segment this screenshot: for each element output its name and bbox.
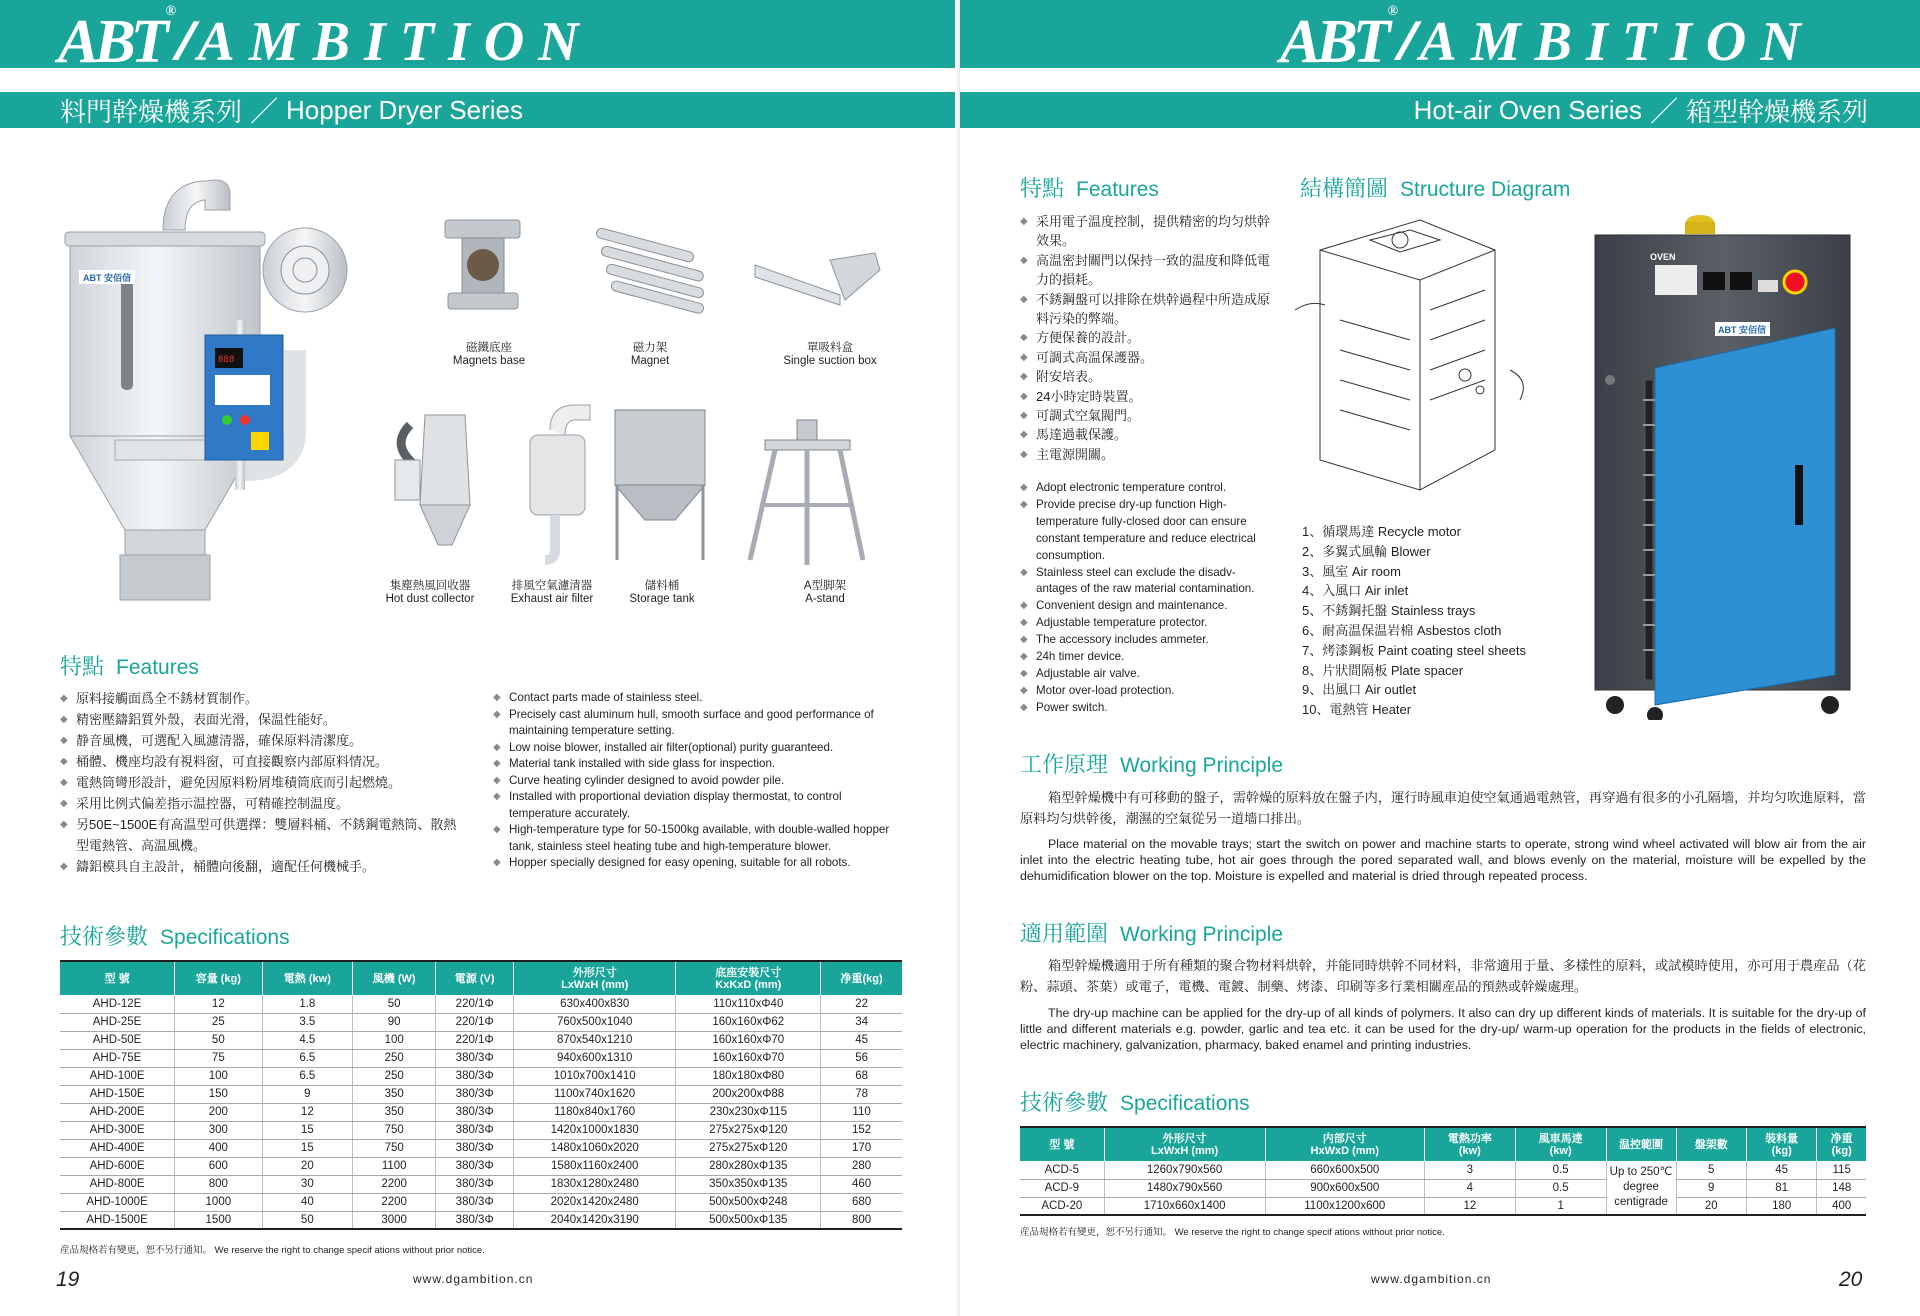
table-cell: AHD-75E	[60, 1049, 175, 1067]
feature-item: ◆ Material tank installed with side glass for inspection.	[493, 756, 903, 773]
table-cell: 160x160xΦ62	[676, 1013, 821, 1031]
column-header: 電源 (V)	[436, 961, 514, 995]
table-row	[1020, 1161, 1866, 1179]
table-cell: 350	[353, 1103, 436, 1121]
table-cell: 0.5	[1515, 1161, 1606, 1179]
feature-item: ◆ 24h timer device.	[1020, 649, 1275, 666]
table-cell: 100	[353, 1031, 436, 1049]
features-heading: 特點 Features	[1020, 176, 1159, 201]
table-cell: 1100x1200x600	[1265, 1197, 1424, 1215]
features-zh-list	[1020, 212, 1280, 464]
column-header: 裝料量 (kg)	[1746, 1127, 1816, 1161]
table-cell: 680	[821, 1193, 902, 1211]
table-cell: 400	[1817, 1197, 1866, 1215]
legend-item: 1、循環馬達 Recycle motor	[1302, 524, 1461, 539]
table-cell: AHD-1500E	[60, 1211, 175, 1229]
table-row	[60, 1067, 902, 1085]
feature-item: ◆ 原料接觸面爲全不銹材質制作。	[60, 688, 460, 709]
table-cell: 1480x1060x2020	[514, 1139, 676, 1157]
exhaust-air-filter-image	[520, 400, 610, 570]
hot-dust-collector-image	[380, 405, 490, 575]
caption-single-suction-box: 單吸料盒 Single suction box	[783, 342, 877, 367]
table-cell: AHD-100E	[60, 1067, 175, 1085]
feature-item: ◆ 電熱筒彎形設計，避免因原料粉屑堆積筒底而引起燃燒。	[60, 772, 460, 793]
table-cell: 81	[1746, 1179, 1816, 1197]
feature-item: ◆ Convenient design and maintenance.	[1020, 598, 1275, 615]
table-cell: 50	[175, 1031, 262, 1049]
spec-note: 産品規格若有變更，恕不另行通知。 We reserve the right to change specif ations without prior notice.	[1020, 1227, 1445, 1238]
table-row	[1020, 1197, 1866, 1215]
feature-item: ◆ Adopt electronic temperature control.	[1020, 480, 1275, 497]
column-header: 型 號	[1020, 1127, 1104, 1161]
feature-item: ◆ 馬達過載保護。	[1020, 425, 1280, 444]
table-row	[60, 1157, 902, 1175]
table-cell: 12	[1424, 1197, 1515, 1215]
table-cell: 350	[353, 1085, 436, 1103]
table-cell: AHD-25E	[60, 1013, 175, 1031]
table-cell: 15	[262, 1139, 353, 1157]
table-cell: 50	[262, 1211, 353, 1229]
table-cell: 160x160xΦ70	[676, 1031, 821, 1049]
table-cell: 90	[353, 1013, 436, 1031]
table-cell: 380/3Φ	[436, 1193, 514, 1211]
table-row	[60, 1175, 902, 1193]
working-principle-en: Place material on the movable trays; start the switch on power and machine starts to operate, strong wind wheel activated will blow air from the air inlet into the electric heating tube, hot air goes through the pored separated wall, and blows evenly on the material, moisture will be expelled by the dehumidification blower on the top. Moisture is expelled and material is dried through repeated process.	[1020, 837, 1866, 883]
table-cell: 170	[821, 1139, 902, 1157]
features-heading: 特點 Features	[60, 654, 199, 679]
legend-item: 9、出風口 Air outlet	[1302, 682, 1417, 698]
table-cell: 380/3Φ	[436, 1067, 514, 1085]
table-cell: 750	[353, 1121, 436, 1139]
table-cell: 380/3Φ	[436, 1211, 514, 1229]
legend-item: 7、烤漆鋼板 Paint coating steel sheets	[1302, 642, 1526, 658]
table-cell: 6.5	[262, 1049, 353, 1067]
table-cell: 2040x1420x3190	[514, 1211, 676, 1229]
column-header: 净重 (kg)	[1817, 1127, 1866, 1161]
table-cell: 78	[821, 1085, 902, 1103]
table-row	[60, 1085, 902, 1103]
column-header: 底座安裝尺寸 KxKxD (mm)	[676, 961, 821, 995]
table-cell: 1710x660x1400	[1104, 1197, 1265, 1215]
table-cell: 180x180xΦ80	[676, 1067, 821, 1085]
table-row	[60, 1139, 902, 1157]
table-cell: 1	[1515, 1197, 1606, 1215]
caption-hot-dust-collector: 集塵熱風回收器 Hot dust collector	[385, 580, 475, 605]
oven-badge: ABT 安佰信	[1718, 325, 1766, 335]
single-suction-box-image	[750, 245, 890, 315]
table-cell: 0.5	[1515, 1179, 1606, 1197]
feature-item: ◆ 采用電子温度控制，提供精密的均匀烘幹效果。	[1020, 212, 1280, 251]
table-cell: 380/3Φ	[436, 1157, 514, 1175]
table-cell: 220/1Φ	[436, 1013, 514, 1031]
feature-item: ◆ 24小時定時裝置。	[1020, 387, 1280, 406]
table-cell: AHD-600E	[60, 1157, 175, 1175]
table-header-row	[1020, 1127, 1866, 1161]
table-cell: 152	[821, 1121, 902, 1139]
table-cell: 15	[262, 1121, 353, 1139]
feature-item: ◆ 采用比例式偏差指示温控器，可精確控制温度。	[60, 793, 460, 814]
table-row	[60, 1193, 902, 1211]
column-header: 風機 (W)	[353, 961, 436, 995]
a-stand-image	[745, 415, 865, 575]
table-cell: 1180x840x1760	[514, 1103, 676, 1121]
table-cell: 9	[262, 1085, 353, 1103]
table-cell: 2200	[353, 1193, 436, 1211]
legend-item: 4、入風口 Air inlet	[1302, 583, 1409, 599]
feature-item: ◆ Curve heating cylinder designed to avoid powder pile.	[493, 773, 903, 790]
feature-item: ◆ Stainless steel can exclude the disadv-antages of the raw material contamination.	[1020, 565, 1275, 599]
table-cell: 1100x740x1620	[514, 1085, 676, 1103]
feature-item: ◆ Contact parts made of stainless steel.	[493, 690, 903, 707]
table-cell: 1260x790x560	[1104, 1161, 1265, 1179]
legend-item: 8、片狀間隔板 Plate spacer	[1302, 662, 1464, 678]
table-cell: 630x400x830	[514, 995, 676, 1013]
table-header-row	[60, 961, 902, 995]
table-cell: 50	[353, 995, 436, 1013]
table-cell: 380/3Φ	[436, 1085, 514, 1103]
table-cell: 1010x700x1410	[514, 1067, 676, 1085]
feature-item: ◆ 可調式空氣閥門。	[1020, 406, 1280, 425]
table-cell: 20	[1676, 1197, 1746, 1215]
table-cell: 2200	[353, 1175, 436, 1193]
table-cell: 12	[175, 995, 262, 1013]
table-cell: 1830x1280x2480	[514, 1175, 676, 1193]
application-zh: 箱型幹燥機適用于所有種類的聚合物材料烘幹，并能同時烘幹不同材料，非常適用于量、多樣性的原料，或試模時使用，亦可用于農産品（花粉、蒜頭、茶葉）或電子，電機、電鍍、制藥、烤漆、印刷等多行業相關産品的預熱或幹燥處理。	[1020, 958, 1866, 994]
table-cell: 400	[175, 1139, 262, 1157]
feature-item: ◆ 主電源開關。	[1020, 445, 1280, 464]
table-row	[60, 1211, 902, 1229]
table-cell: 380/3Φ	[436, 1121, 514, 1139]
table-cell: 1420x1000x1830	[514, 1121, 676, 1139]
feature-item: ◆ 静音風機，可選配入風濾清器，確保原料清潔度。	[60, 730, 460, 751]
column-header: 外形尺寸 LxWxH (mm)	[514, 961, 676, 995]
legend-item: 6、耐高温保温岩棉 Asbestos cloth	[1302, 622, 1502, 638]
features-en-list	[1020, 480, 1275, 717]
abt-logo: ABT ®	[1280, 4, 1394, 76]
table-cell: 800	[821, 1211, 902, 1229]
table-cell: 1100	[353, 1157, 436, 1175]
legend-item: 2、多翼式風輪 Blower	[1302, 543, 1431, 559]
table-cell: 2020x1420x2480	[514, 1193, 676, 1211]
table-cell: 870x540x1210	[514, 1031, 676, 1049]
structure-diagram	[1280, 210, 1525, 500]
features-en-list	[493, 690, 903, 872]
table-cell: 68	[821, 1067, 902, 1085]
column-header: 温控範圍	[1606, 1127, 1676, 1161]
table-cell: 280x280xΦ135	[676, 1157, 821, 1175]
svg-text:888: 888	[218, 355, 235, 365]
column-header: 内部尺寸 HxWxD (mm)	[1265, 1127, 1424, 1161]
legend-item: 3、風室 Air room	[1302, 563, 1401, 579]
feature-item: ◆ Low noise blower, installed air filter(optional) purity guaranteed.	[493, 740, 903, 757]
features-zh-list	[60, 688, 460, 877]
table-cell: ACD-20	[1020, 1197, 1104, 1215]
table-cell: 1000	[175, 1193, 262, 1211]
machine-badge: ABT 安佰信	[83, 273, 131, 283]
hopper-spec-table	[60, 960, 902, 1230]
application-heading: 適用範圍 Working Principle	[1020, 921, 1284, 946]
table-cell: 230x230xΦ115	[676, 1103, 821, 1121]
series-strip: Hot-air Oven Series ／ 箱型幹燥機系列	[960, 92, 1920, 128]
table-cell: AHD-150E	[60, 1085, 175, 1103]
table-cell: 45	[1746, 1161, 1816, 1179]
table-cell: 300	[175, 1121, 262, 1139]
table-cell: 380/3Φ	[436, 1175, 514, 1193]
column-header: 電熱 (kw)	[262, 961, 353, 995]
table-cell: ACD-9	[1020, 1179, 1104, 1197]
feature-item: ◆ Precisely cast aluminum hull, smooth surface and good performance of maintaining temperature setting.	[493, 707, 903, 740]
table-cell: 1480x790x560	[1104, 1179, 1265, 1197]
feature-item: ◆ Adjustable temperature protector.	[1020, 615, 1275, 632]
feature-item: ◆ 另50E~1500E有高温型可供選擇：雙層料桶、不銹鋼電熱筒、散熱型電熱管、高温風機。	[60, 814, 460, 856]
table-cell: 115	[1817, 1161, 1866, 1179]
temp-range-cell: Up to 250℃ degree centigrade	[1606, 1161, 1676, 1215]
column-header: 風車馬達 (kw)	[1515, 1127, 1606, 1161]
table-row	[60, 1031, 902, 1049]
table-cell: 750	[353, 1139, 436, 1157]
feature-item: ◆ Adjustable air valve.	[1020, 666, 1275, 683]
feature-item: ◆ Power switch.	[1020, 700, 1275, 717]
structure-legend	[1302, 522, 1526, 720]
table-cell: 900x600x500	[1265, 1179, 1424, 1197]
table-cell: 4.5	[262, 1031, 353, 1049]
table-cell: 280	[821, 1157, 902, 1175]
table-cell: 3	[1424, 1161, 1515, 1179]
table-row	[60, 1013, 902, 1031]
table-cell: 380/3Φ	[436, 1103, 514, 1121]
spec-heading: 技術參數 Specifications	[60, 924, 290, 949]
feature-item: ◆ The accessory includes ammeter.	[1020, 632, 1275, 649]
table-cell: 275x275xΦ120	[676, 1121, 821, 1139]
table-cell: 3000	[353, 1211, 436, 1229]
table-cell: 200	[175, 1103, 262, 1121]
table-row	[1020, 1179, 1866, 1197]
right-page	[960, 0, 1920, 1316]
hopper-dryer-image	[55, 170, 355, 610]
table-cell: 250	[353, 1049, 436, 1067]
feature-item: ◆ 可調式高温保護器。	[1020, 348, 1280, 367]
oven-spec-table	[1020, 1126, 1866, 1216]
table-cell: 100	[175, 1067, 262, 1085]
table-cell: AHD-300E	[60, 1121, 175, 1139]
table-cell: 6.5	[262, 1067, 353, 1085]
website-url: www.dgambition.cn	[1371, 1272, 1492, 1286]
table-cell: 160x160xΦ70	[676, 1049, 821, 1067]
application-en: The dry-up machine can be applied for the dry-up of all kinds of polymers. It also can dry up different kinds of materials. It is suitable for the dry-up of little and different materials e.g. powder, garlic and tea etc. it can be used for the dry-up/ warm-up operation for the products in the fields of electronic, electric machinery, galvanization, pharmacy, baked enamel and printing industries.	[1020, 1006, 1866, 1052]
feature-item: ◆ 不銹鋼盤可以排除在烘幹過程中所造成原料污染的弊端。	[1020, 290, 1280, 329]
caption-storage-tank: 儲料桶 Storage tank	[629, 580, 695, 605]
table-cell: 3.5	[262, 1013, 353, 1031]
table-cell: 220/1Φ	[436, 1031, 514, 1049]
feature-item: ◆ 方便保養的設計。	[1020, 328, 1280, 347]
table-cell: 940x600x1310	[514, 1049, 676, 1067]
feature-item: ◆ 高温密封關門以保持一致的温度和降低電力的損耗。	[1020, 251, 1280, 290]
table-cell: 45	[821, 1031, 902, 1049]
caption-magnet: 磁力架 Magnet	[630, 342, 670, 367]
column-header: 外形尺寸 LxWxH (mm)	[1104, 1127, 1265, 1161]
column-header: 净重(kg)	[821, 961, 902, 995]
spec-note: 産品規格若有變更，恕不另行通知。 We reserve the right to change specif ations without prior notice.	[60, 1245, 485, 1256]
table-cell: 1.8	[262, 995, 353, 1013]
table-cell: 34	[821, 1013, 902, 1031]
table-cell: 600	[175, 1157, 262, 1175]
magnets-base-image	[440, 215, 535, 325]
website-url: www.dgambition.cn	[413, 1272, 534, 1286]
table-cell: 110	[821, 1103, 902, 1121]
table-cell: 5	[1676, 1161, 1746, 1179]
table-cell: 500x500xΦ135	[676, 1211, 821, 1229]
table-cell: 40	[262, 1193, 353, 1211]
table-cell: 380/3Φ	[436, 1049, 514, 1067]
oven-image	[1585, 210, 1870, 720]
column-header: 容量 (kg)	[175, 961, 262, 995]
table-cell: 180	[1746, 1197, 1816, 1215]
table-cell: 760x500x1040	[514, 1013, 676, 1031]
table-cell: 200x200xΦ88	[676, 1085, 821, 1103]
magnet-image	[590, 220, 720, 320]
legend-item: 5、不銹鋼托盤 Stainless trays	[1302, 603, 1476, 619]
table-row	[60, 1103, 902, 1121]
table-cell: 4	[1424, 1179, 1515, 1197]
table-cell: 75	[175, 1049, 262, 1067]
table-row	[60, 1121, 902, 1139]
table-cell: AHD-50E	[60, 1031, 175, 1049]
feature-item: ◆ Provide precise dry-up function High-temperature fully-closed door can ensure constant temperature and reduce electrical consumption.	[1020, 497, 1275, 565]
feature-item: ◆ 桶體、機座均設有視料窗，可直接觀察内部原料情况。	[60, 751, 460, 772]
table-cell: 250	[353, 1067, 436, 1085]
brand-logo: ABT ® / AMBITION	[58, 4, 593, 76]
column-header: 電熱功率 (kw)	[1424, 1127, 1515, 1161]
series-strip: 料門幹燥機系列 ／ Hopper Dryer Series	[0, 92, 960, 128]
feature-item: ◆ Hopper specially designed for easy opening, suitable for all robots.	[493, 855, 903, 872]
ambition-wordmark: AMBITION	[1419, 11, 1815, 73]
table-cell: 22	[821, 995, 902, 1013]
caption-a-stand: A型脚架 A-stand	[803, 580, 847, 605]
page-number: 20	[1839, 1268, 1863, 1291]
table-cell: AHD-200E	[60, 1103, 175, 1121]
legend-item: 10、電熱管 Heater	[1302, 702, 1412, 718]
table-cell: 150	[175, 1085, 262, 1103]
table-cell: AHD-12E	[60, 995, 175, 1013]
spec-heading: 技術參數 Specifications	[1020, 1090, 1250, 1115]
storage-tank-image	[605, 405, 715, 570]
ambition-wordmark: AMBITION	[197, 11, 593, 73]
table-row	[60, 1049, 902, 1067]
table-cell: 20	[262, 1157, 353, 1175]
table-cell: AHD-400E	[60, 1139, 175, 1157]
feature-item: ◆ High-temperature type for 50-1500kg available, with double-walled hopper tank, stainless steel heating tube and high-temperature blower.	[493, 822, 903, 855]
feature-item: ◆ 附安培表。	[1020, 367, 1280, 386]
table-cell: 275x275xΦ120	[676, 1139, 821, 1157]
table-cell: AHD-1000E	[60, 1193, 175, 1211]
table-cell: 220/1Φ	[436, 995, 514, 1013]
table-cell: 1500	[175, 1211, 262, 1229]
table-cell: 380/3Φ	[436, 1139, 514, 1157]
table-cell: 660x600x500	[1265, 1161, 1424, 1179]
table-cell: 350x350xΦ135	[676, 1175, 821, 1193]
table-cell: AHD-800E	[60, 1175, 175, 1193]
table-cell: 110x110xΦ40	[676, 995, 821, 1013]
caption-exhaust-air-filter: 排風空氣濾清器 Exhaust air filter	[510, 580, 594, 605]
working-principle-heading: 工作原理 Working Principle	[1020, 752, 1284, 777]
table-cell: 9	[1676, 1179, 1746, 1197]
column-header: 盤架數	[1676, 1127, 1746, 1161]
table-cell: 800	[175, 1175, 262, 1193]
table-cell: 56	[821, 1049, 902, 1067]
working-principle-zh: 箱型幹燥機中有可移動的盤子，需幹燥的原料放在盤子内，運行時風車迫使空氣通過電熱管，再穿過有很多的小孔隔墻，并均匀吹進原料，當原料均匀烘幹後，潮濕的空氣從另一道墻口排出。	[1020, 790, 1866, 826]
brand-logo: ABT ® / AMBITION	[1280, 4, 1815, 76]
page-number: 19	[56, 1268, 80, 1291]
caption-magnets-base: 磁鐵底座 Magnets base	[452, 342, 526, 367]
table-cell: 460	[821, 1175, 902, 1193]
table-cell: 30	[262, 1175, 353, 1193]
oven-label: OVEN	[1650, 252, 1676, 262]
table-cell: 25	[175, 1013, 262, 1031]
table-cell: 500x500xΦ248	[676, 1193, 821, 1211]
table-cell: ACD-5	[1020, 1161, 1104, 1179]
feature-item: ◆ 鑄鋁模具自主設計，桶體向後翻，適配任何機械手。	[60, 856, 460, 877]
feature-item: ◆ Installed with proportional deviation display thermostat, to control temperature accurately.	[493, 789, 903, 822]
feature-item: ◆ 精密壓鑄鋁質外殼，表面光滑，保温性能好。	[60, 709, 460, 730]
column-header: 型 號	[60, 961, 175, 995]
table-cell: 12	[262, 1103, 353, 1121]
table-cell: 148	[1817, 1179, 1866, 1197]
structure-heading: 結構簡圖 Structure Diagram	[1300, 176, 1571, 201]
table-cell: 1580x1160x2400	[514, 1157, 676, 1175]
abt-logo: ABT ®	[58, 4, 172, 76]
table-row	[60, 995, 902, 1013]
feature-item: ◆ Motor over-load protection.	[1020, 683, 1275, 700]
